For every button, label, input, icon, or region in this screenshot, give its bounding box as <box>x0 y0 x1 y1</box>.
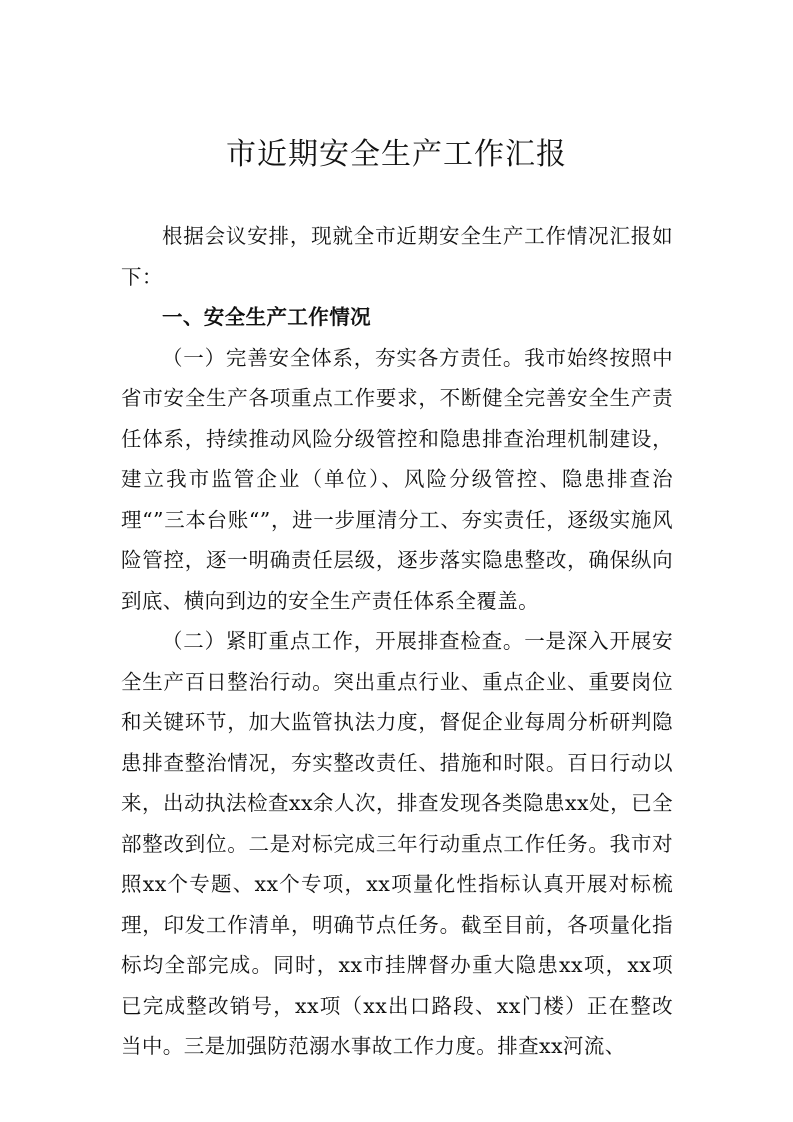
section-heading: 一、安全生产工作情况 <box>162 305 371 329</box>
paragraph-1: （一）完善安全体系，夯实各方责任。我市始终按照中省市安全生产各项重点工作要求，不断健全完善安全生产责任体系，持续推动风险分级管控和隐患排查治理机制建设，建立我市监管企业（单位）、风险分级管控、隐患排查治理“”三本台账“”，进一步厘清分工、夯实责任，逐级实施风险管控，逐一明确责任层级，逐步落实隐患整改，确保纵向到底、横向到边的安全生产责任体系全覆盖。 <box>121 345 673 613</box>
document-title: 市近期安全生产工作汇报 <box>226 137 567 172</box>
document-body <box>121 216 673 1067</box>
paragraph-2: （二）紧盯重点工作，开展排查检查。一是深入开展安全生产百日整治行动。突出重点行业、重点企业、重要岗位和关键环节，加大监管执法力度，督促企业每周分析研判隐患排查整治情况，夯实整改责任、措施和时限。百日行动以来，出动执法检查xx余人次，排查发现各类隐患xx处，已全部整改到位。二是对标完成三年行动重点工作任务。我市对照xx个专题、xx个专项，xx项量化性指标认真开展对标梳理，印发工作清单，明确节点任务。截至目前，各项量化指标均全部完成。同时，xx市挂牌督办重大隐患xx项，xx项已完成整改销号，xx项（xx出口路段、xx门楼）正在整改当中。三是加强防范溺水事故工作力度。排查xx河流、 <box>121 629 673 1058</box>
intro-paragraph: 根据会议安排，现就全市近期安全生产工作情况汇报如下： <box>121 224 673 289</box>
